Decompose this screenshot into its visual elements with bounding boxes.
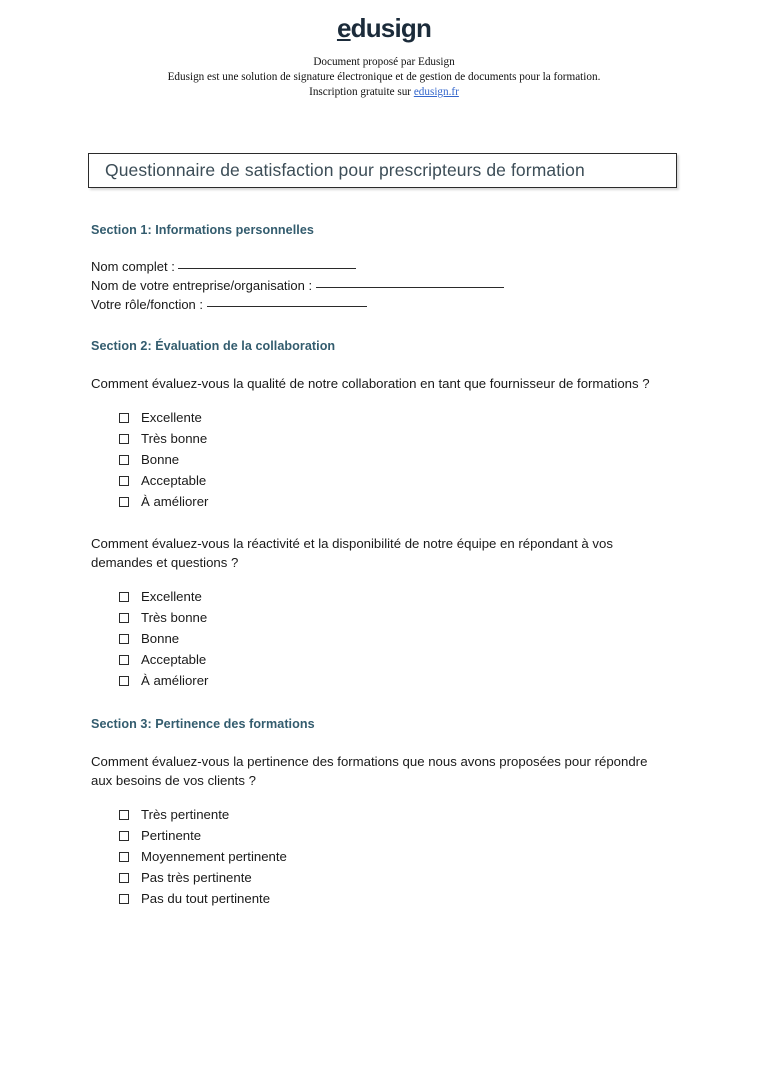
option-row[interactable] [119,408,691,429]
header-description [0,55,768,101]
option-label: Très bonne [141,610,208,626]
question-3-1-text: Comment évaluez-vous la pertinence des formations que nous avons proposées pour répondre aux besoins de vos clients ? [91,753,648,788]
field-nom-complet[interactable] [91,257,691,276]
option-row[interactable] [119,450,691,471]
option-label: Bonne [141,631,180,647]
checkbox-icon[interactable] [119,676,129,686]
document-title-box [88,153,677,188]
field-nom-complet-input[interactable] [178,259,356,269]
header-line-3-prefix: Inscription gratuite sur [309,86,414,98]
field-nom-complet-label: Nom complet : [91,259,175,274]
question-2-2-options [119,587,691,692]
question-2-1-text: Comment évaluez-vous la qualité de notre collaboration en tant que fournisseur de formations ? [91,376,650,391]
edusign-logo [337,14,431,43]
question-2-1-options [119,408,691,513]
option-label: Excellente [141,589,202,605]
option-label: À améliorer [141,494,209,510]
checkbox-icon[interactable] [119,810,129,820]
checkbox-icon[interactable] [119,455,129,465]
option-row[interactable] [119,650,691,671]
option-label: Acceptable [141,652,207,668]
checkbox-icon[interactable] [119,852,129,862]
option-label: Pas très pertinente [141,870,252,886]
checkbox-icon[interactable] [119,831,129,841]
option-row[interactable] [119,868,691,889]
option-label: Bonne [141,452,180,468]
option-row[interactable] [119,471,691,492]
field-entreprise[interactable] [91,276,691,295]
header-line-3 [0,85,768,100]
checkbox-icon[interactable] [119,613,129,623]
question-2-2-text: Comment évaluez-vous la réactivité et la disponibilité de notre équipe en répondant à vos demandes et questions ? [91,535,613,570]
option-label: Très bonne [141,431,208,447]
checkbox-icon[interactable] [119,655,129,665]
personal-information-fields [91,257,691,314]
page-title: Questionnaire de satisfaction pour prescripteurs de formation [105,160,585,180]
option-row[interactable] [119,847,691,868]
field-role-fonction-input[interactable] [207,297,367,307]
section-2 [91,339,691,692]
option-row[interactable] [119,805,691,826]
document-header [0,0,768,100]
logo-rest: dusign [350,13,432,43]
option-row[interactable] [119,889,691,910]
option-label: Très pertinente [141,807,230,823]
checkbox-icon[interactable] [119,634,129,644]
option-label: Excellente [141,410,202,426]
option-label: À améliorer [141,673,209,689]
field-role-fonction-label: Votre rôle/fonction : [91,297,204,312]
option-row[interactable] [119,492,691,513]
option-row[interactable] [119,587,691,608]
field-role-fonction[interactable] [91,295,691,314]
edusign-website-link[interactable]: edusign.fr [413,86,459,98]
option-row[interactable] [119,826,691,847]
field-entreprise-input[interactable] [316,278,504,288]
option-label: Pertinente [141,828,202,844]
option-label: Acceptable [141,473,207,489]
checkbox-icon[interactable] [119,873,129,883]
section-1 [91,223,691,314]
logo-underlined-letter: e [336,13,351,43]
section-3 [91,717,691,910]
section-1-heading: Section 1: Informations personnelles [91,223,314,237]
option-row[interactable] [119,671,691,692]
question-3-1-options [119,805,691,910]
checkbox-icon[interactable] [119,497,129,507]
field-entreprise-label: Nom de votre entreprise/organisation : [91,278,313,293]
checkbox-icon[interactable] [119,476,129,486]
checkbox-icon[interactable] [119,413,129,423]
option-label: Pas du tout pertinente [141,891,271,907]
option-row[interactable] [119,429,691,450]
header-line-1: Document proposé par Edusign [313,55,455,68]
checkbox-icon[interactable] [119,894,129,904]
option-row[interactable] [119,608,691,629]
option-label: Moyennement pertinente [141,849,287,865]
option-row[interactable] [119,629,691,650]
section-3-heading: Section 3: Pertinence des formations [91,716,315,731]
section-2-heading: Section 2: Évaluation de la collaboration [91,339,336,353]
document-body [91,223,691,910]
header-line-2: Edusign est une solution de signature électronique et de gestion de documents pour la formation. [167,70,601,83]
checkbox-icon[interactable] [119,592,129,602]
checkbox-icon[interactable] [119,434,129,444]
